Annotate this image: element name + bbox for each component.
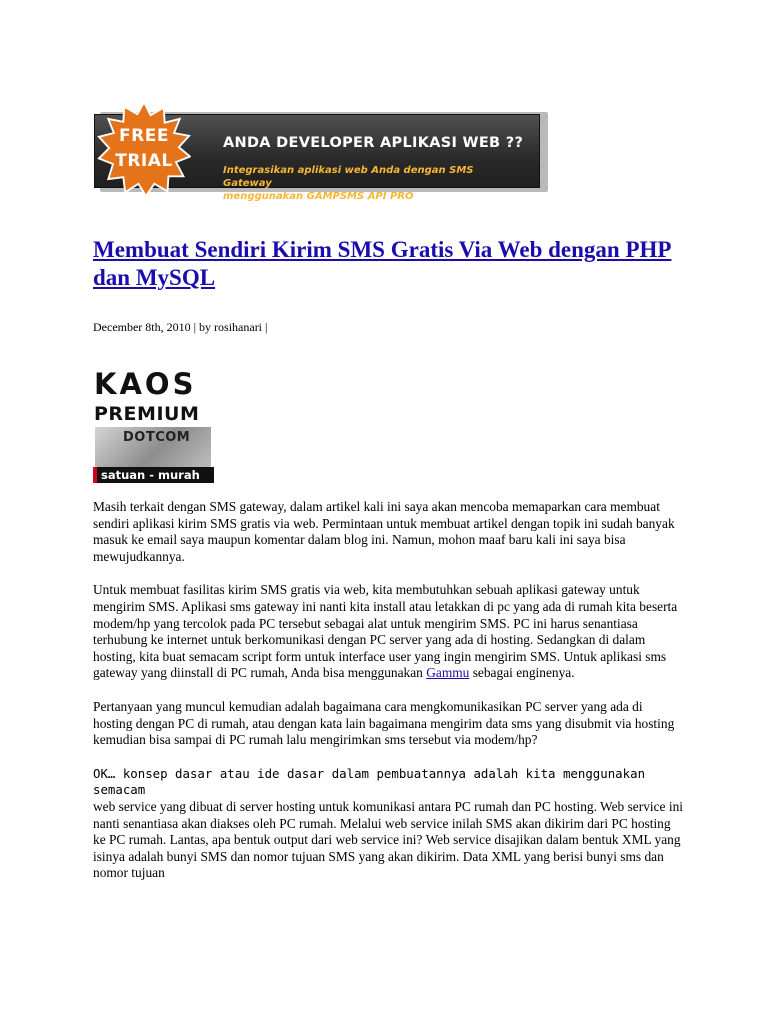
gammu-link[interactable]: Gammu [426,665,470,681]
badge-line-trial: TRIAL [115,151,173,171]
ad-dotcom-text: DOTCOM [123,430,191,445]
ad-tagline-accent [93,467,97,483]
article-title-link[interactable]: Membuat Sendiri Kirim SMS Gratis Via Web dengan PHP dan MySQL [93,237,672,290]
ad-tagline: satuan - murah [101,468,200,482]
badge-text [97,124,191,174]
kaos-premium-ad[interactable] [93,368,214,483]
paragraph-1: Masih terkait dengan SMS gateway, dalam artikel kali ini saya akan mencoba memaparkan cara membuat sendiri aplikasi kirim SMS gratis via web. Permintaan untuk membuat artikel dengan topik ini sudah banyak masuk ke email saya maupun komentar dalam blog ini. Namun, mohon maaf baru kali ini saya bisa mewujudkannya. [93,499,675,564]
banner-title: ANDA DEVELOPER APLIKASI WEB ?? [223,135,524,151]
paragraph-4-text: web service yang dibuat di server hosting untuk komunikasi antara PC rumah dan PC hosting. Web service ini nanti senantiasa akan diakses oleh PC rumah. Melalui web service inilah SMS akan dikirim dari PC hosting ke PC rumah. Lantas, apa bentuk output dari web service ini? Web service disajikan dalam bentuk XML yang isinya adalah bunyi SMS dan nomor tujuan SMS yang akan dikirim. Data XML yang berisi bunyi sms dan nomor tujuan [93,798,683,881]
banner-subtitle-line2: menggunakan GAMPSMS API PRO [223,191,414,202]
article-meta: December 8th, 2010 | by rosihanari | [93,320,268,334]
paragraph-2-end: sebagai enginenya. [469,665,575,681]
badge-line-free: FREE [119,126,169,146]
ad-kaos-text: KAOS [94,368,197,401]
paragraph-3: Pertanyaan yang muncul kemudian adalah bagaimana cara mengkomunikasikan PC server yang ada di hosting dengan PC di rumah, atau dengan kata lain bagaimana mengirim data sms yang disubmit via hosting kemudian bisa sampai di PC rumah lalu mengirimkan sms tersebut via modem/hp? [93,698,675,748]
free-trial-banner[interactable] [94,102,544,202]
banner-subtitle [223,164,523,203]
paragraph-2-text: Untuk membuat fasilitas kirim SMS gratis via web, kita membutuhkan sebuah aplikasi gateway untuk mengirim SMS. Aplikasi sms gateway ini nanti kita install atau letakkan di pc yang ada di rumah kita beserta modem/hp yang tercolok pada PC tersebut sebagai alat untuk mengirim SMS. PC ini harus senantiasa terhubung ke internet untuk berkomunikasi dengan PC server yang ada di hosting. Sedangkan di dalam hosting, kita buat semacam script form untuk interface user yang ingin mengirim SMS. Untuk aplikasi sms gateway yang diinstall di PC rumah, Anda bisa menggunakan [93,582,678,681]
paragraph-2 [93,582,683,682]
article-body [93,499,683,899]
paragraph-4-mono: OK… konsep dasar atau ide dasar dalam pembuatannya adalah kita menggunakan semacam [93,765,646,798]
paragraph-4 [93,766,683,882]
banner-subtitle-line1: Integrasikan aplikasi web Anda dengan SMS Gateway [223,165,474,189]
ad-premium-text: PREMIUM [94,403,200,425]
